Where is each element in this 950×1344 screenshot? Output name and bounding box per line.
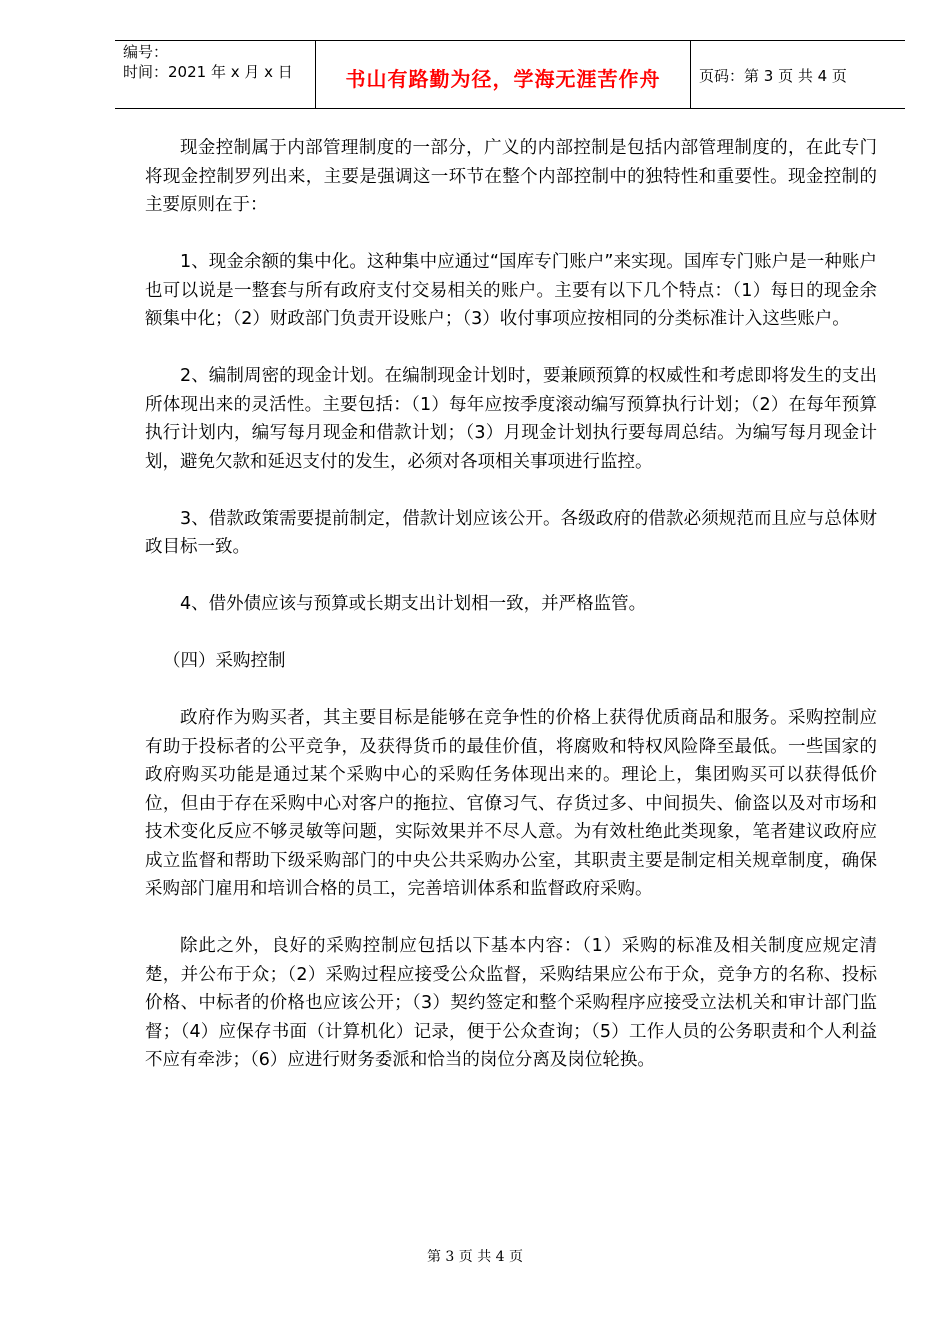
section-heading-procurement: （四）采购控制 [163, 651, 286, 671]
header-motto-cell [316, 41, 691, 108]
paragraph-principle-3: 3、借款政策需要提前制定，借款计划应该公开。各级政府的借款必须规范而且应与总体财政目标一致。 [145, 508, 877, 557]
paragraph-principle-1: 1、现金余额的集中化。这种集中应通过“国库专门账户”来实现。国库专门账户是一种账户也可以说是一整套与所有政府支付交易相关的账户。主要有以下几个特点：（1）每日的现金余额集中化；（2）财政部门负责开设账户；（3）收付事项应按相同的分类标准计入这些账户。 [145, 252, 877, 329]
paragraph-principle-4: 4、借外债应该与预算或长期支出计划相一致，并严格监管。 [180, 594, 647, 614]
paragraph-intro: 现金控制属于内部管理制度的一部分，广义的内部控制是包括内部管理制度的，在此专门将现金控制罗列出来，主要是强调这一环节在整个内部控制中的独特性和重要性。现金控制的主要原则在于： [145, 138, 877, 215]
paragraph-procurement: 政府作为购买者，其主要目标是能够在竞争性的价格上获得优质商品和服务。采购控制应有助于投标者的公平竞争，及获得货币的最佳价值，将腐败和特权风险降至最低。一些国家的政府购买功能是通过某个采购中心的采购任务体现出来的。理论上，集团购买可以获得低价位，但由于存在采购中心对客户的拖拉、官僚习气、存货过多、中间损失、偷盗以及对市场和技术变化反应不够灵敏等问题，实际效果并不尽人意。为有效杜绝此类现象，笔者建议政府应成立监督和帮助下级采购部门的中央公共采购办公室，其职责主要是制定相关规章制度，确保采购部门雇用和培训合格的员工，完善培训体系和监督政府采购。 [145, 708, 877, 899]
page-footer: 第 3 页 共 4 页 [426, 1249, 524, 1265]
paragraph-principle-2: 2、编制周密的现金计划。在编制现金计划时，要兼顾预算的权威性和考虑即将发生的支出所体现出来的灵活性。主要包括：（1）每年应按季度滚动编写预算执行计划；（2）在每年预算执行计划内，编写每月现金和借款计划；（3）月现金计划执行要每周总结。为编写每月现金计划，避免欠款和延迟支付的发生，必须对各项相关事项进行监控。 [145, 366, 877, 472]
document-number-label: 编号： [123, 43, 169, 61]
header-page-code: 页码：第 3 页 共 4 页 [699, 67, 847, 85]
header-motto: 书山有路勤为径，学海无涯苦作舟 [345, 67, 661, 91]
document-body [145, 134, 877, 1075]
document-time-label: 时间：2021 年 x 月 x 日 [123, 63, 293, 81]
paragraph-procurement-content: 除此之外，良好的采购控制应包括以下基本内容：（1）采购的标准及相关制度应规定清楚，并公布于众；（2）采购过程应接受公众监督，采购结果应公布于众，竞争方的名称、投标价格、中标者的价格也应该公开；（3）契约签定和整个采购程序应接受立法机关和审计部门监督；（4）应保存书面（计算机化）记录，便于公众查询；（5）工作人员的公务职责和个人利益不应有牵涉；（6）应进行财务委派和恰当的岗位分离及岗位轮换。 [145, 936, 877, 1070]
header-page-cell [691, 41, 905, 108]
header-meta-cell [115, 41, 316, 108]
page-header [115, 40, 905, 109]
